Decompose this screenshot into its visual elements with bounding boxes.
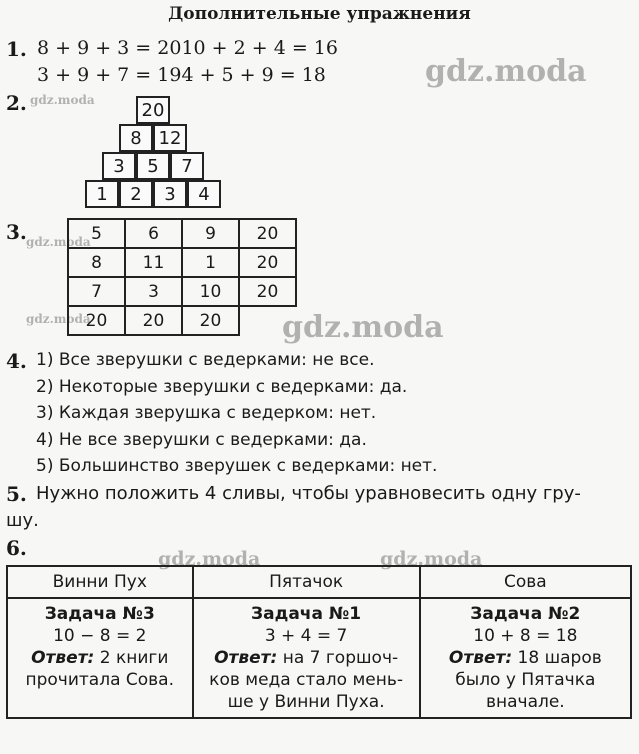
answer-label: Ответ: [31, 648, 95, 668]
grid-cell: 1 [182, 248, 239, 277]
task-answer [196, 647, 417, 669]
page-title: Дополнительные упражнения [168, 4, 471, 24]
task-title: Задача №3 [44, 604, 155, 624]
answer-text: прочитала Сова. [25, 670, 175, 690]
pyramid-cell: 3 [153, 180, 187, 208]
answer-text: 2 книги [99, 648, 169, 668]
pyramid-cell: 7 [170, 152, 204, 180]
grid-cell: 11 [125, 248, 182, 277]
answer-text: вначале. [485, 692, 565, 712]
table-row [7, 566, 631, 598]
answer-cell [420, 598, 631, 718]
grid-cell: 7 [68, 277, 125, 306]
ex5-text: Нужно положить 4 сливы, чтобы уравновесить одну гру- [36, 483, 581, 504]
table-row [68, 277, 296, 306]
watermark: gdz.moda [282, 310, 444, 345]
answer-text: было у Пятачка [455, 670, 596, 690]
watermark: gdz.moda [158, 548, 261, 570]
exercise-number: 6. [6, 536, 27, 560]
table-row [68, 248, 296, 277]
ex1-line: 8 + 9 + 3 = 2010 + 2 + 4 = 16 [37, 37, 338, 59]
grid-cell: 20 [125, 306, 182, 335]
table-row [7, 598, 631, 718]
column-header: Пятачок [193, 566, 420, 598]
column-header: Сова [420, 566, 631, 598]
ex4-item: 5) Большинство зверушек с ведерками: нет. [36, 456, 438, 476]
ex5-text: шу. [6, 510, 39, 531]
grid-cell: 20 [239, 219, 296, 248]
grid-cell: 20 [239, 277, 296, 306]
grid-cell [239, 306, 296, 335]
exercise-number: 4. [6, 349, 27, 373]
grid-cell: 20 [182, 306, 239, 335]
task-expression: 10 − 8 = 2 [53, 626, 147, 646]
task-answer [10, 647, 190, 669]
answer-cell [7, 598, 193, 718]
grid-cell: 10 [182, 277, 239, 306]
grid-cell: 3 [125, 277, 182, 306]
pyramid-cell: 1 [85, 180, 119, 208]
grid-cell: 20 [239, 248, 296, 277]
answer-text: 18 шаров [517, 648, 602, 668]
table-row [68, 219, 296, 248]
task-title: Задача №1 [251, 604, 362, 624]
answer-table [6, 565, 632, 719]
exercise-number: 3. [6, 220, 27, 244]
answer-label: Ответ: [448, 648, 513, 668]
pyramid-cell: 3 [102, 152, 136, 180]
column-header: Винни Пух [7, 566, 193, 598]
ex4-item: 2) Некоторые зверушки с ведерками: да. [36, 377, 408, 397]
task-expression: 3 + 4 = 7 [264, 626, 348, 646]
ex4-item: 4) Не все зверушки с ведерками: да. [36, 430, 367, 450]
table-row [68, 306, 296, 335]
pyramid-cell: 2 [119, 180, 153, 208]
pyramid-cell: 5 [136, 152, 170, 180]
ex1-line: 3 + 9 + 7 = 194 + 5 + 9 = 18 [37, 64, 326, 86]
ex4-item: 3) Каждая зверушка с ведерком: нет. [36, 403, 377, 423]
pyramid-cell: 8 [119, 124, 153, 152]
pyramid-cell: 12 [153, 124, 187, 152]
answer-text: ков меда стало мень- [209, 670, 404, 690]
grid-cell: 9 [182, 219, 239, 248]
ex4-item: 1) Все зверушки с ведерками: не все. [36, 350, 375, 370]
watermark: gdz.moda [26, 235, 91, 249]
watermark: gdz.moda [380, 548, 483, 570]
watermark: gdz.moda [30, 93, 95, 107]
exercise-number: 2. [6, 91, 27, 115]
answer-label: Ответ: [214, 648, 278, 668]
answer-text: на 7 горшоч- [282, 648, 399, 668]
watermark: gdz.moda [425, 54, 587, 89]
pyramid-cell: 20 [136, 96, 170, 124]
watermark: gdz.moda [26, 312, 91, 326]
grid-cell: 20 [68, 306, 125, 335]
exercise-number: 5. [6, 482, 27, 506]
exercise-number: 1. [6, 37, 27, 61]
task-title: Задача №2 [470, 604, 581, 624]
task-expression: 10 + 8 = 18 [473, 626, 578, 646]
task-answer [423, 647, 628, 669]
answer-cell [193, 598, 420, 718]
grid-cell: 5 [68, 219, 125, 248]
grid-cell: 8 [68, 248, 125, 277]
number-grid [67, 218, 297, 336]
answer-text: ше у Винни Пуха. [227, 692, 385, 712]
pyramid-cell: 4 [187, 180, 221, 208]
grid-cell: 6 [125, 219, 182, 248]
